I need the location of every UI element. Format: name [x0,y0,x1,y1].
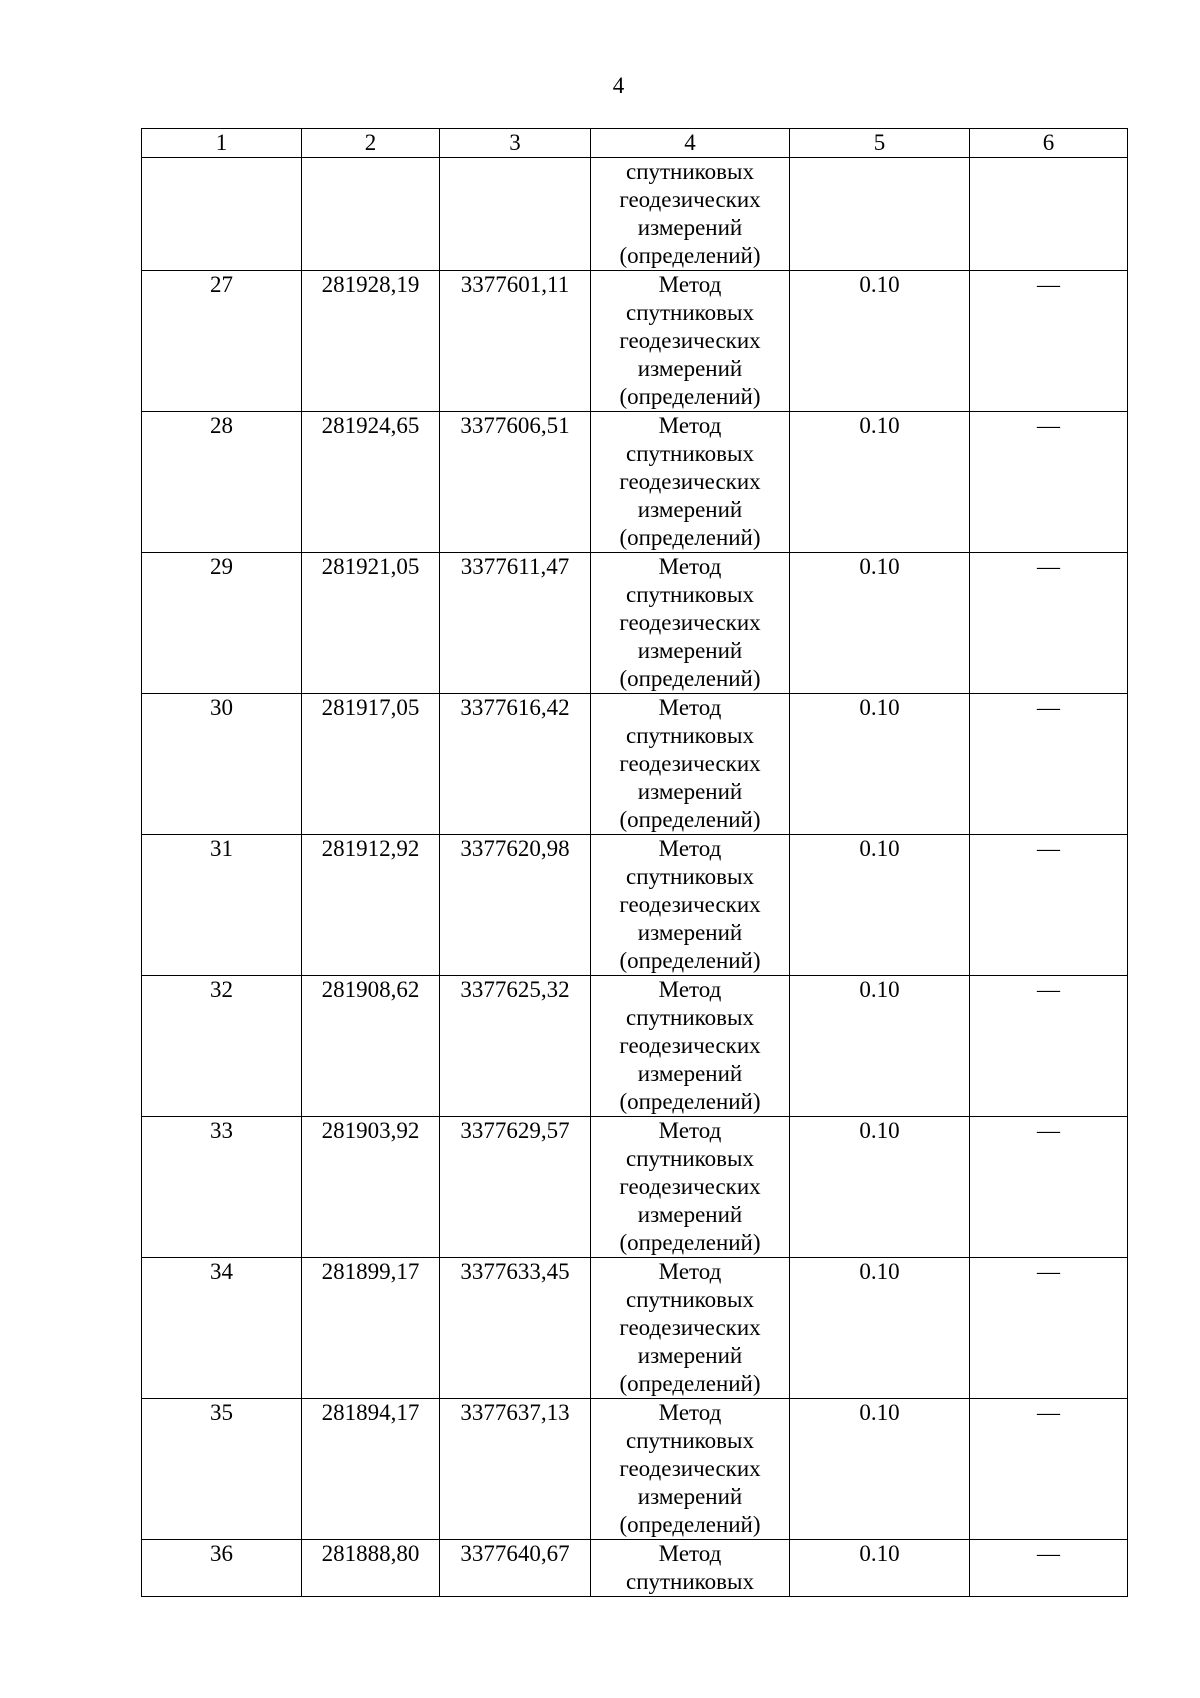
header-cell: 1 [142,129,302,158]
header-cell: 4 [591,129,790,158]
method-cell [591,1117,790,1258]
note-text: — [1037,1400,1060,1425]
y-coordinate-cell [440,1540,591,1597]
method-text: Метод спутниковых геодезических измерений (определений) [619,1400,761,1537]
table-row [142,976,1128,1117]
header-cell: 2 [302,129,440,158]
method-text: Метод спутниковых [625,1541,754,1594]
method-cell [591,1540,790,1597]
x-coordinate-cell [302,271,440,412]
point-text: 28 [210,413,233,438]
y-coordinate-text: 3377629,57 [460,1118,570,1143]
accuracy-cell [790,976,970,1117]
table-header-row [142,129,1128,158]
note-text: — [1037,695,1060,720]
x-coordinate-cell [302,1117,440,1258]
note-cell [970,553,1128,694]
y-coordinate-cell [440,271,591,412]
y-coordinate-text: 3377633,45 [460,1259,570,1284]
y-coordinate-text: 3377640,67 [460,1541,570,1566]
x-coordinate-text: 281917,05 [321,695,420,720]
accuracy-text: 0.10 [859,836,900,861]
y-coordinate-cell [440,412,591,553]
page-number: 4 [612,73,625,98]
x-coordinate-text: 281903,92 [321,1118,420,1143]
accuracy-cell [790,1399,970,1540]
note-text: — [1037,977,1060,1002]
x-coordinate-text: 281912,92 [321,836,420,861]
point-text: 36 [210,1541,233,1566]
accuracy-cell [790,1540,970,1597]
point-text: 35 [210,1400,233,1425]
y-coordinate-cell [440,158,591,271]
accuracy-cell [790,271,970,412]
y-coordinate-cell [440,694,591,835]
note-text: — [1037,1118,1060,1143]
note-cell [970,158,1128,271]
x-coordinate-text: 281921,05 [321,554,420,579]
y-coordinate-text: 3377606,51 [460,413,570,438]
coordinates-table [141,128,1128,1597]
x-coordinate-cell [302,976,440,1117]
note-cell [970,694,1128,835]
table-row [142,1258,1128,1399]
x-coordinate-cell [302,1258,440,1399]
accuracy-cell [790,1258,970,1399]
method-cell [591,271,790,412]
y-coordinate-text: 3377616,42 [460,695,570,720]
table-row [142,835,1128,976]
method-text: Метод спутниковых геодезических измерений (определений) [619,413,761,550]
x-coordinate-text: 281908,62 [321,977,420,1002]
x-coordinate-cell [302,694,440,835]
table-row [142,412,1128,553]
table-row [142,694,1128,835]
point-cell [142,1258,302,1399]
y-coordinate-text: 3377625,32 [460,977,570,1002]
accuracy-text: 0.10 [859,413,900,438]
point-cell [142,412,302,553]
table-row [142,271,1128,412]
point-text: 30 [210,695,233,720]
note-cell [970,1399,1128,1540]
method-text: спутниковых геодезических измерений (определений) [619,159,761,268]
accuracy-text: 0.10 [859,554,900,579]
method-text: Метод спутниковых геодезических измерений (определений) [619,554,761,691]
method-text: Метод спутниковых геодезических измерений (определений) [619,1118,761,1255]
point-cell [142,1540,302,1597]
accuracy-cell [790,835,970,976]
point-cell [142,694,302,835]
y-coordinate-cell [440,553,591,694]
table-row [142,1540,1128,1597]
y-coordinate-text: 3377601,11 [460,272,570,297]
accuracy-text: 0.10 [859,272,900,297]
method-cell [591,1258,790,1399]
point-text: 31 [210,836,233,861]
note-cell [970,1540,1128,1597]
note-cell [970,976,1128,1117]
method-text: Метод спутниковых геодезических измерений (определений) [619,836,761,973]
method-cell [591,694,790,835]
point-text: 29 [210,554,233,579]
header-cell: 6 [970,129,1128,158]
accuracy-text: 0.10 [859,695,900,720]
accuracy-cell [790,694,970,835]
table-row-continuation [142,158,1128,271]
header-cell: 5 [790,129,970,158]
note-cell [970,1117,1128,1258]
point-cell [142,1399,302,1540]
point-text: 32 [210,977,233,1002]
x-coordinate-text: 281924,65 [321,413,420,438]
method-cell [591,1399,790,1540]
x-coordinate-text: 281894,17 [321,1400,420,1425]
x-coordinate-cell [302,835,440,976]
note-text: — [1037,272,1060,297]
table-row [142,1399,1128,1540]
x-coordinate-cell [302,1399,440,1540]
accuracy-cell [790,412,970,553]
x-coordinate-text: 281888,80 [321,1541,420,1566]
header-cell: 3 [440,129,591,158]
method-cell [591,553,790,694]
point-cell [142,553,302,694]
method-cell [591,835,790,976]
x-coordinate-cell [302,1540,440,1597]
note-cell [970,412,1128,553]
method-cell [591,412,790,553]
point-cell [142,976,302,1117]
y-coordinate-text: 3377620,98 [460,836,570,861]
accuracy-text: 0.10 [859,1259,900,1284]
note-cell [970,1258,1128,1399]
accuracy-cell [790,553,970,694]
y-coordinate-cell [440,1399,591,1540]
point-text: 33 [210,1118,233,1143]
table-row [142,1117,1128,1258]
method-text: Метод спутниковых геодезических измерений (определений) [619,695,761,832]
method-cell [591,976,790,1117]
point-cell [142,158,302,271]
note-text: — [1037,554,1060,579]
x-coordinate-cell [302,553,440,694]
accuracy-cell [790,158,970,271]
y-coordinate-text: 3377611,47 [460,554,570,579]
point-cell [142,271,302,412]
accuracy-text: 0.10 [859,977,900,1002]
method-text: Метод спутниковых геодезических измерений (определений) [619,272,761,409]
table-row [142,553,1128,694]
accuracy-text: 0.10 [859,1541,900,1566]
accuracy-text: 0.10 [859,1118,900,1143]
note-cell [970,271,1128,412]
point-cell [142,835,302,976]
note-text: — [1037,1541,1060,1566]
method-text: Метод спутниковых геодезических измерений (определений) [619,1259,761,1396]
point-cell [142,1117,302,1258]
x-coordinate-cell [302,158,440,271]
note-text: — [1037,836,1060,861]
note-text: — [1037,413,1060,438]
y-coordinate-cell [440,976,591,1117]
note-cell [970,835,1128,976]
method-cell [591,158,790,271]
y-coordinate-text: 3377637,13 [460,1400,570,1425]
x-coordinate-cell [302,412,440,553]
method-text: Метод спутниковых геодезических измерений (определений) [619,977,761,1114]
point-text: 27 [210,272,233,297]
y-coordinate-cell [440,1258,591,1399]
y-coordinate-cell [440,1117,591,1258]
x-coordinate-text: 281928,19 [321,272,420,297]
x-coordinate-text: 281899,17 [321,1259,420,1284]
accuracy-cell [790,1117,970,1258]
note-text: — [1037,1259,1060,1284]
point-text: 34 [210,1259,233,1284]
accuracy-text: 0.10 [859,1400,900,1425]
y-coordinate-cell [440,835,591,976]
